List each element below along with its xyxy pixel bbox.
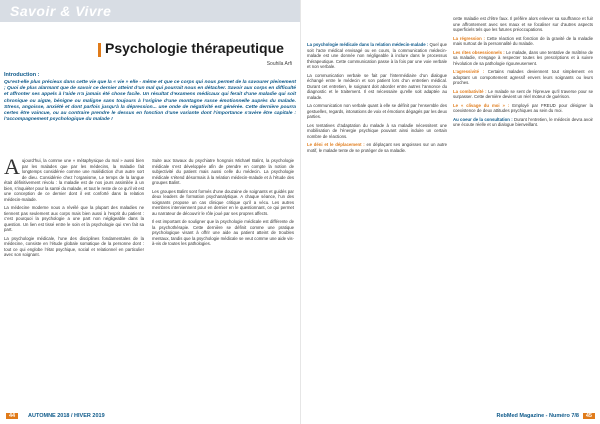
magazine-name: RebMed Magazine - Numéro 7/8 — [496, 413, 579, 419]
intro-text: Qu’est-elle plus précieux dans cette vie que la « vie » elle - même et que ce corps qui nous permet de la savourer pleinement ; Quoi de plus alarmant que de savoir ce dernier atteint d’un mal qui pourrait nous en détacher. Savoir aux corps en difficulté et affronter ses appels à l’aide n’a jamais été chose facile. Un résultat d’examens médicaux qui ferait d’une maladie qui soit chronique ou aigüe, bénigne ou maligne sans toujours à l’origine d’une montagne russe émotionnelle auprès du malade. Stress, angoisse, anxiété et dont parfois jusqu’à la dépression... une onde de négativité est générée. Cette dernière pourra certes être vaincue, ou au contraire prendre le dessus en fonction d’une variante dont l’importance s’avère être capitale : l’accompagnement psychologique du malade ! — [4, 80, 296, 123]
section-band — [0, 0, 300, 22]
paragraph: Les tentatives d’adaptation du malade à sa maladie nécessitent une mobilisation de l’énergie psychique pouvant ainsi induire un certain nombre de réactions. — [307, 122, 447, 139]
dropcap-a: A — [4, 158, 20, 179]
right-column-1 — [307, 42, 447, 404]
paragraph: Les groupes Balint sont formés d’une douzaine de soignants et guidés par deux leaders de formation psychanalytique. A chaque séance, l’un des soignants propose un cas clinique critique qu’il a vécu. Les autres membres interviennent pour en dernier en le questionnant, ce qui permet au narrateur de découvrir le rôle joué par ses propres affects. — [152, 188, 294, 216]
paragraph: La combativité : Le malade se sent de l’épreuve qu’il traverse pour se surpasser. Cette dernière devient un réel moteur de guérison. — [453, 88, 593, 99]
article-title: Psychologie thérapeutique — [105, 40, 284, 56]
paragraph: cette maladie est d’être faux. Il préfère alors enlever sa souffrance et fuir une affrontement avec ses maux et se focaliser sur d’autres aspects superficiels tels que les futures préoccupations. — [453, 16, 593, 32]
paragraph: La psychologie médicale dans la relation médecin-malade : Quel que soit l’acte médical envisagé ou en cours, la communication médecin-malade est une donnée non négligeable à inclure dans le processus thérapeutique. Cette communication passe à la fois par une voie verbale et non verbale. — [307, 42, 447, 69]
paragraph: Aujourd’hui, la comme une « métaphysique du mal » aussi bien par les malades que par les médecins, la maladie fait longtemps considérée comme une malédiction d’un autre sort de dieu. Considérée chez l’organisme, Le temps de la langue était définitivement révolu : la maladie est de nos jours assimilée à un bien, s’inquiéter pour la santé du malade, et tout le reste de ce qu’il vit est une conception de ce dernier dont il est conforté dans la relation médecin-malade. — [4, 158, 144, 202]
section-title: Savoir & Vivre — [10, 3, 112, 19]
footer-right — [301, 408, 600, 424]
page-number-left: 44 — [6, 413, 18, 419]
paragraph: Il est important de souligner que la psychologie médicale est différente de la psychothérapie. Cette dernière se définit comme une pratique psychologique visant à offrir une aide au patient atteint de troubles mentaux, tandis que la psychologie médicale se veut comme une aide vis-à-vis de toutes les pathologies. — [152, 219, 294, 246]
footer-left — [0, 408, 300, 424]
title-accent — [98, 43, 101, 57]
paragraph: Au coeur de la consultation : Durant l’entretien, le médecin devra avoir une écoute réelle et un dialogue bienveillant. — [453, 116, 593, 127]
paragraph: La psychologie médicale, l’une des disciplines fondamentales de la médecine, consiste en l’étude globale somatique de la personne dont : tout ce qui englobe l’état psychique, social et relationnel en particulier avec son soignant. — [4, 235, 144, 257]
right-page — [300, 0, 600, 424]
paragraph: La communication non verbale quant à elle se définit par l’ensemble des gestuelles, regards, intonations de voix et émotions dégagés par les deux parties. — [307, 103, 447, 119]
right-column-2 — [453, 16, 593, 404]
paragraph: Le déni et le déplacement : en déplaçant ses angoisses sur un autre motif, le malade tente de se protéger de sa maladie. — [307, 142, 447, 153]
left-column-2 — [152, 158, 294, 404]
article-author: Souhila Arfi — [266, 61, 292, 67]
paragraph: Les rites obsessionnels : Le malade, dans une tentative de maîtrise de sa maladie, s’engage à respecter toutes les prescriptions et à suivre l’évolution de sa pathologie rigoureusement. — [453, 49, 593, 66]
paragraph: Suite aux travaux du psychiatre hongrois Michaël Balint, la psychologie médicale s’est développée afin de prendre en compte la notion de subjectivité du patient mais aussi celle du médecin. La psychologie médicale s’étend désormais à la relation médecin-malade et à l’étude des groupes Balint. — [152, 158, 294, 185]
intro-heading: Introduction : — [4, 72, 40, 78]
page-number-right: 45 — [583, 413, 595, 419]
paragraph: L’agressivité : Certains malades deviennent tout simplement en adoptant un comportement agressif envers leurs soignants ou leurs proches. — [453, 69, 593, 85]
paragraph: La régression : Cette réaction est fonction de la gravité de la maladie mais surtout de la personnalité du malade. — [453, 35, 593, 46]
left-column-1 — [4, 158, 144, 404]
paragraph: La médecine moderne nous a révélé que la plupart des maladies ne tiennent pas seulement aux corps mais bien aussi à l’esprit du patient : c’est pourquoi la psychologie a une part non négligeable dans la question. Un lien est tissé entre le soin et la psychologie qui s’en fait sa part. — [4, 205, 144, 232]
paragraph: Le « clivage du moi » : Employé par FREUD pour désigner la coexistence de deux attitudes psychiques au sein du moi. — [453, 102, 593, 113]
paragraph: La communication verbale se fait par l’intermédiaire d’un dialogue échangé entre le médecin et son patient lors d’un entretien médical. Durant cet entretien, le soignant doit aborder entre autres l’annonce du diagnostic et le traitement. Il est nécessaire qu’elle soit adaptée au malade. — [307, 72, 447, 100]
issue-date: AUTOMNE 2018 / HIVER 2019 — [28, 413, 105, 419]
